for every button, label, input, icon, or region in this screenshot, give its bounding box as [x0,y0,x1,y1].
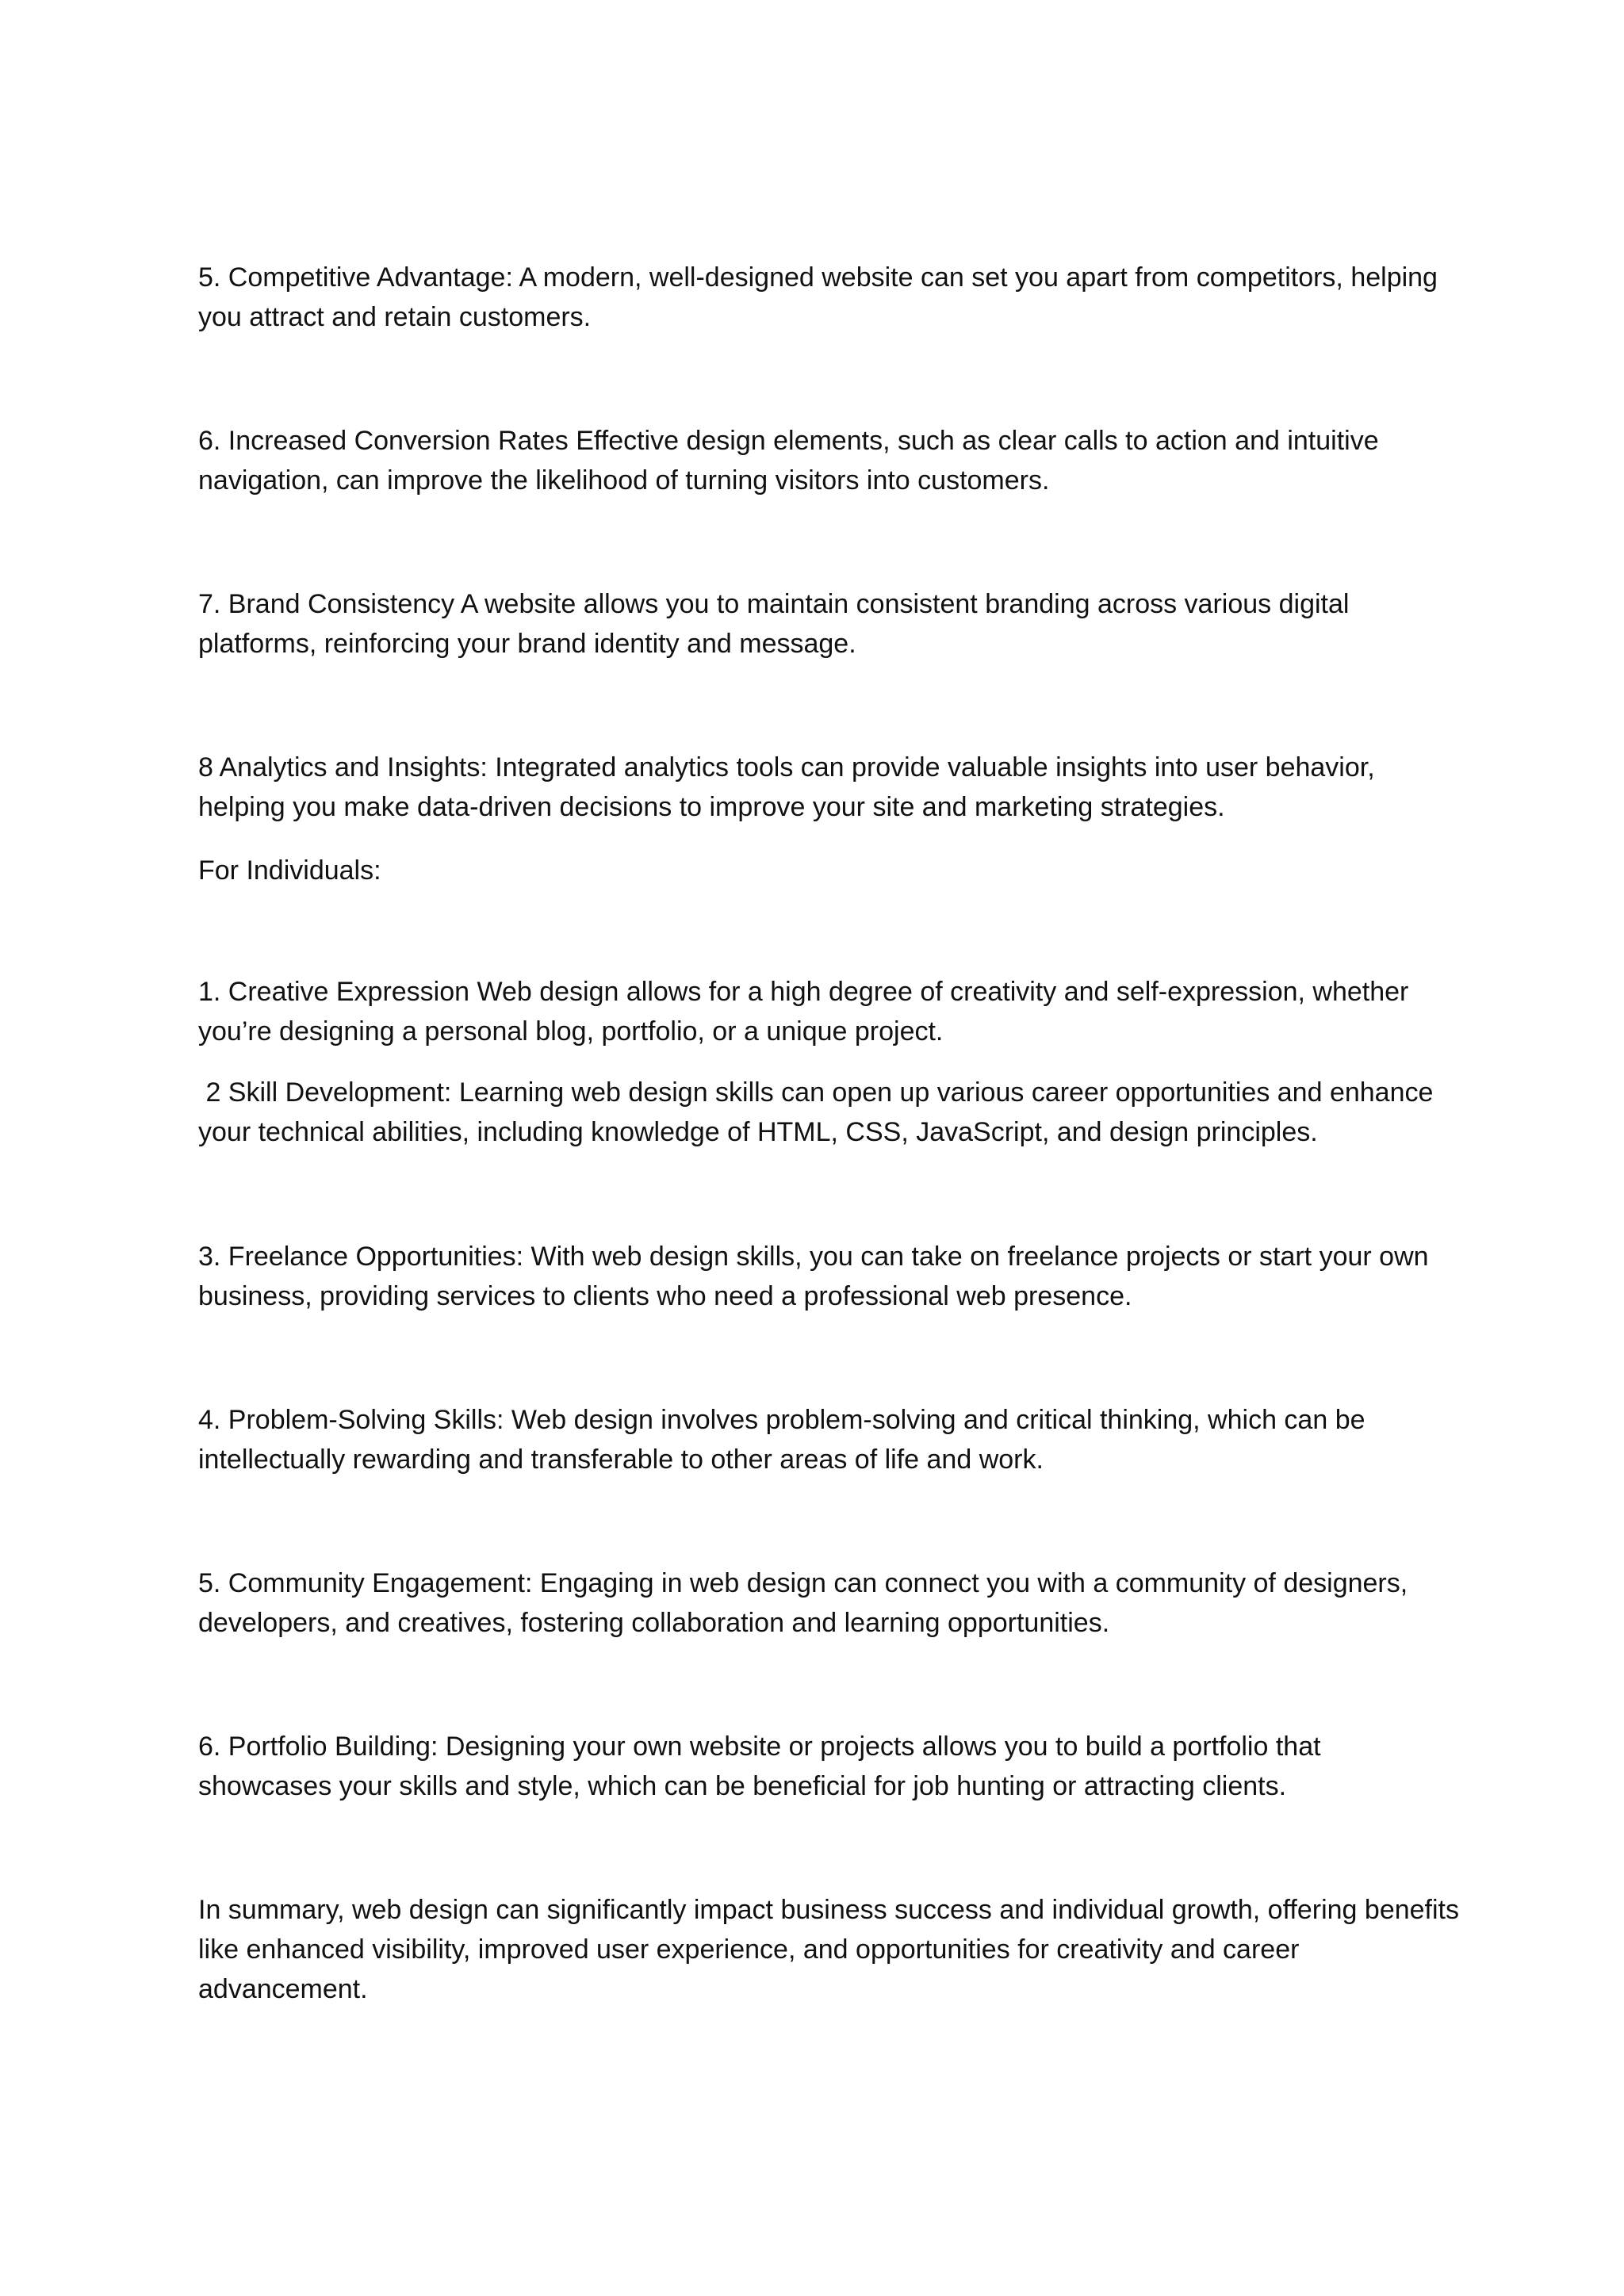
paragraph-problem-solving: 4. Problem-Solving Skills: Web design involves problem-solving and critical thinking, which can be intellectually rewarding and transferable to other areas of life and work. [198,1405,1365,1475]
paragraph-competitive-advantage: 5. Competitive Advantage: A modern, well-designed website can set you apart from competitors, helping you attract and retain customers. [198,262,1438,332]
paragraph-freelance-opportunities: 3. Freelance Opportunities: With web design skills, you can take on freelance projects or start your own business, providing services to clients who need a professional web presence. [198,1242,1429,1311]
paragraph-analytics-insights: 8 Analytics and Insights: Integrated analytics tools can provide valuable insights into user behavior, helping you make data-driven decisions to improve your site and marketing strategies. [198,752,1375,822]
paragraph-summary: In summary, web design can significantly impact business success and individual growth, offering benefits like enhanced visibility, improved user experience, and opportunities for creativity and career advancement. [198,1895,1459,2004]
paragraph-creative-expression: 1. Creative Expression Web design allows for a high degree of creativity and self-expression, whether you’re designing a personal blog, portfolio, or a unique project. [198,977,1409,1047]
paragraph-portfolio-building: 6. Portfolio Building: Designing your own website or projects allows you to build a portfolio that showcases your skills and style, which can be beneficial for job hunting or attracting clients. [198,1732,1321,1801]
paragraph-skill-development: 2 Skill Development: Learning web design skills can open up various career opportunities and enhance your technical abilities, including knowledge of HTML, CSS, JavaScript, and design principles. [198,1077,1441,1147]
section-heading-for-individuals: For Individuals: [198,855,381,886]
paragraph-conversion-rates: 6. Increased Conversion Rates Effective design elements, such as clear calls to action and intuitive navigation, can improve the likelihood of turning visitors into customers. [198,426,1379,496]
paragraph-community-engagement: 5. Community Engagement: Engaging in web design can connect you with a community of designers, developers, and creatives, fostering collaboration and learning opportunities. [198,1568,1408,1638]
paragraph-brand-consistency: 7. Brand Consistency A website allows you to maintain consistent branding across various digital platforms, reinforcing your brand identity and message. [198,589,1350,659]
